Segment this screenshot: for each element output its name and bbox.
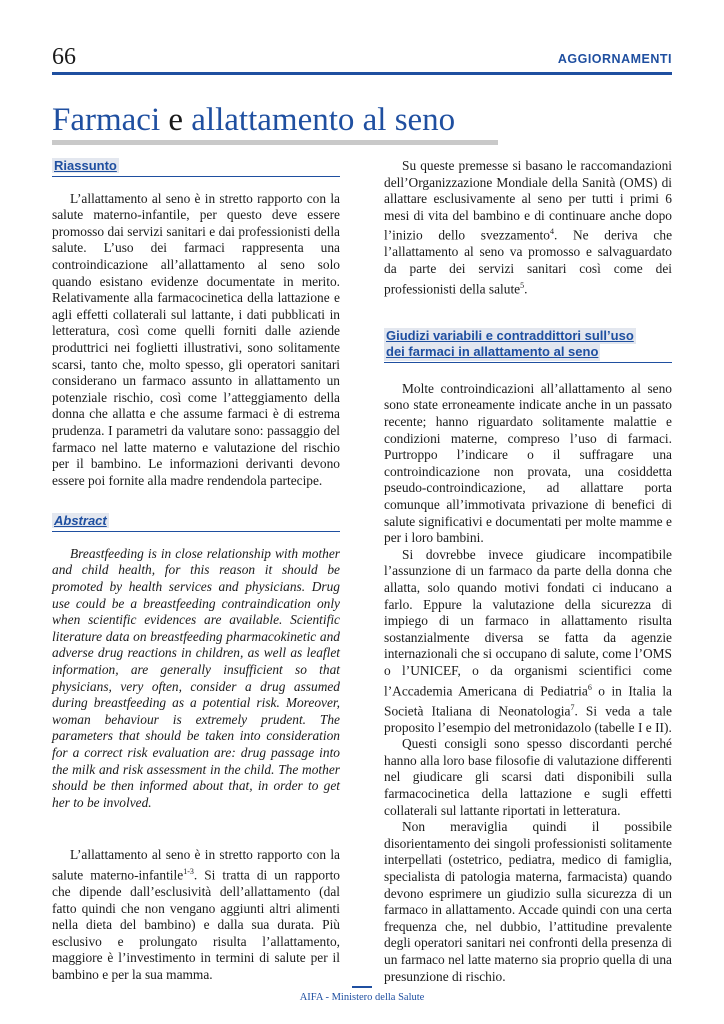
section2-paragraph-3: Questi consigli sono spesso discordanti perché hanno alla loro base filosofie di valutazione differenti nel giudicare gli scarsi dati disponibili sulla farmacocinetica della lattazione e sugli effetti collaterali sul lattante riportati in letteratura. bbox=[384, 736, 672, 818]
section2-heading-line2: dei farmaci in allattamento al seno bbox=[386, 344, 599, 360]
section2-heading-block bbox=[384, 328, 672, 363]
right-column bbox=[384, 158, 672, 985]
page-number: 66 bbox=[52, 44, 76, 70]
section2-paragraph-1: Molte controindicazioni all’allattamento al seno sono state erroneamente indicate anche in un passato recente; hanno riguardato solitamente malattie e condizioni materne, compreso l’uso di farmaci. Purtroppo l’indicare o il suffragare una controindicazione non provata, una cosiddetta pseudo-controindicazione, ad allattare porta comunque all’immotivata privazione di benefici di salute significativi e documentati per molte mamme e per i loro bambini. bbox=[384, 380, 672, 546]
abstract-heading: Abstract bbox=[54, 513, 107, 529]
header-rule bbox=[52, 72, 672, 75]
citation-ref: 5 bbox=[520, 280, 525, 290]
intro-paragraph-2: Su queste premesse si basano le raccomandazioni dell’Organizzazione Mondiale della Sanità (OMS) di allattare esclusivamente al seno per tutti i primi 6 mesi di vita del bambino e di continuare anche dopo l’inizio dello svezzamento$^4$. Ne deriva che l’allattamento al seno va promosso e salvaguardato da parte dei servizi sanitari così come dei professionisti della salute$^5$. bbox=[384, 158, 673, 297]
footer-mark bbox=[352, 986, 372, 988]
section-label: AGGIORNAMENTI bbox=[557, 52, 672, 66]
section2-heading-line1: Giudizi variabili e contraddittori sull’uso bbox=[386, 327, 634, 343]
section2-paragraph-2: Si dovrebbe invece giudicare incompatibile l’assunzione di un farmaco da parte della donna che allatta, solo quando motivi fondati ci inducano a farlo. Eppure la valutazione della sicurezza di impiego di un farmaco in allattamento risulta sostanzialmente diversa se fatta da agenzie internazionali che si occupano di salute, come l’OMS o l’UNICEF, o da organismi scientifici come l’Accademia Americana di Pediatria$^6$ o in Italia la Società Italiana di Neonatologia$^7$. Si veda a tale proposito l’esempio del metronidazolo (tabelle I e II). bbox=[384, 546, 672, 735]
abstract-text: Breastfeeding is in close relationship with mother and child health, for this reason it should be promoted by health services and physicians. Drug use could be a breastfeeding contraindication only when scientific evidences are available. Scientific literature data on breastfeeding pharmacokinetic and adverse drug reactions in children, as well as leaflet information, are generally insufficient so that physicians, very often, consider a drug assumed during breastfeeding as a potential risk. Moreover, woman behaviour is extremely prudent. The parameters that should be taken into consideration for a correct risk evaluation are: drug passage into the milk and risk assessment in the child. The mother should be then informed about that, in order to get her to be involved. bbox=[52, 545, 340, 810]
citation-ref: 6 bbox=[587, 682, 592, 692]
riassunto-text: L’allattamento al seno è in stretto rapporto con la salute materno-infantile, per questo deve essere promosso dai servizi sanitari e dai professionisti della salute. L’uso dei farmaci rappresenta una controindicazione all’allattamento al seno solo quando esistano evidenze documentate in merito. Relativamente alla farmacocinetica della lattazione e agli effetti collaterali sul lattante, i dati pubblicati in letteratura, così come quelli forniti dalle aziende produttrici nei foglietti illustrativi, sono solitamente scarsi, tanto che, molto spesso, gli operatori sanitari considerano un farmaco assunto in allattamento un potenziale rischio, così come l’atteggiamento della donna che allatta e che assume farmaci è di estrema prudenza. I parametri da valutare sono: passaggio del farmaco nel latte materno e valutazione del rischio per il bambino. Le informazioni derivanti devono essere poi fornite alla madre rendendola partecipe. bbox=[52, 190, 340, 488]
riassunto-heading: Riassunto bbox=[54, 158, 117, 173]
footer-text: AIFA - Ministero della Salute bbox=[299, 992, 425, 1003]
title-part2: e bbox=[168, 102, 184, 138]
title-part3: allattamento al seno bbox=[191, 102, 456, 138]
title-underline-bar bbox=[52, 140, 498, 145]
citation-ref: 1-3 bbox=[183, 866, 194, 876]
left-column bbox=[52, 158, 340, 984]
citation-ref: 4 bbox=[549, 227, 554, 237]
title-part1: Farmaci bbox=[52, 102, 161, 138]
abstract-heading-block bbox=[52, 513, 340, 532]
article-title bbox=[52, 100, 455, 140]
intro-paragraph-1: L’allattamento al seno è in stretto rapporto con la salute materno-infantile$^{1-3}$. Si tratta di un rapporto che dipende dall’esclusività dell’allattamento (dal fatto quindi che non vengano aggiunti altri alimenti nella dieta del bambino) e dalla sua durata. Più esclusivo e prolungato risulta l’allattamento, maggiore è l’investimento in termini di salute per il bambino e per la sua mamma. bbox=[52, 847, 340, 982]
section2-paragraph-4: Non meraviglia quindi il possibile disorientamento dei singoli professionisti solitamente interpellati (ostetrico, pediatra, medico di famiglia, specialista di patologia materna, farmacista) quando devono esprimere un giudizio sulla sicurezza di un farmaco in allattamento. Accade quindi con una certa frequenza che, nel dubbio, l’attitudine prevalente degli operatori sanitari nei confronti della presenza di un farmaco nel latte materno sia proprio quella di una presunzione di rischio. bbox=[384, 819, 672, 984]
riassunto-heading-block bbox=[52, 158, 340, 177]
citation-ref: 7 bbox=[570, 702, 575, 712]
